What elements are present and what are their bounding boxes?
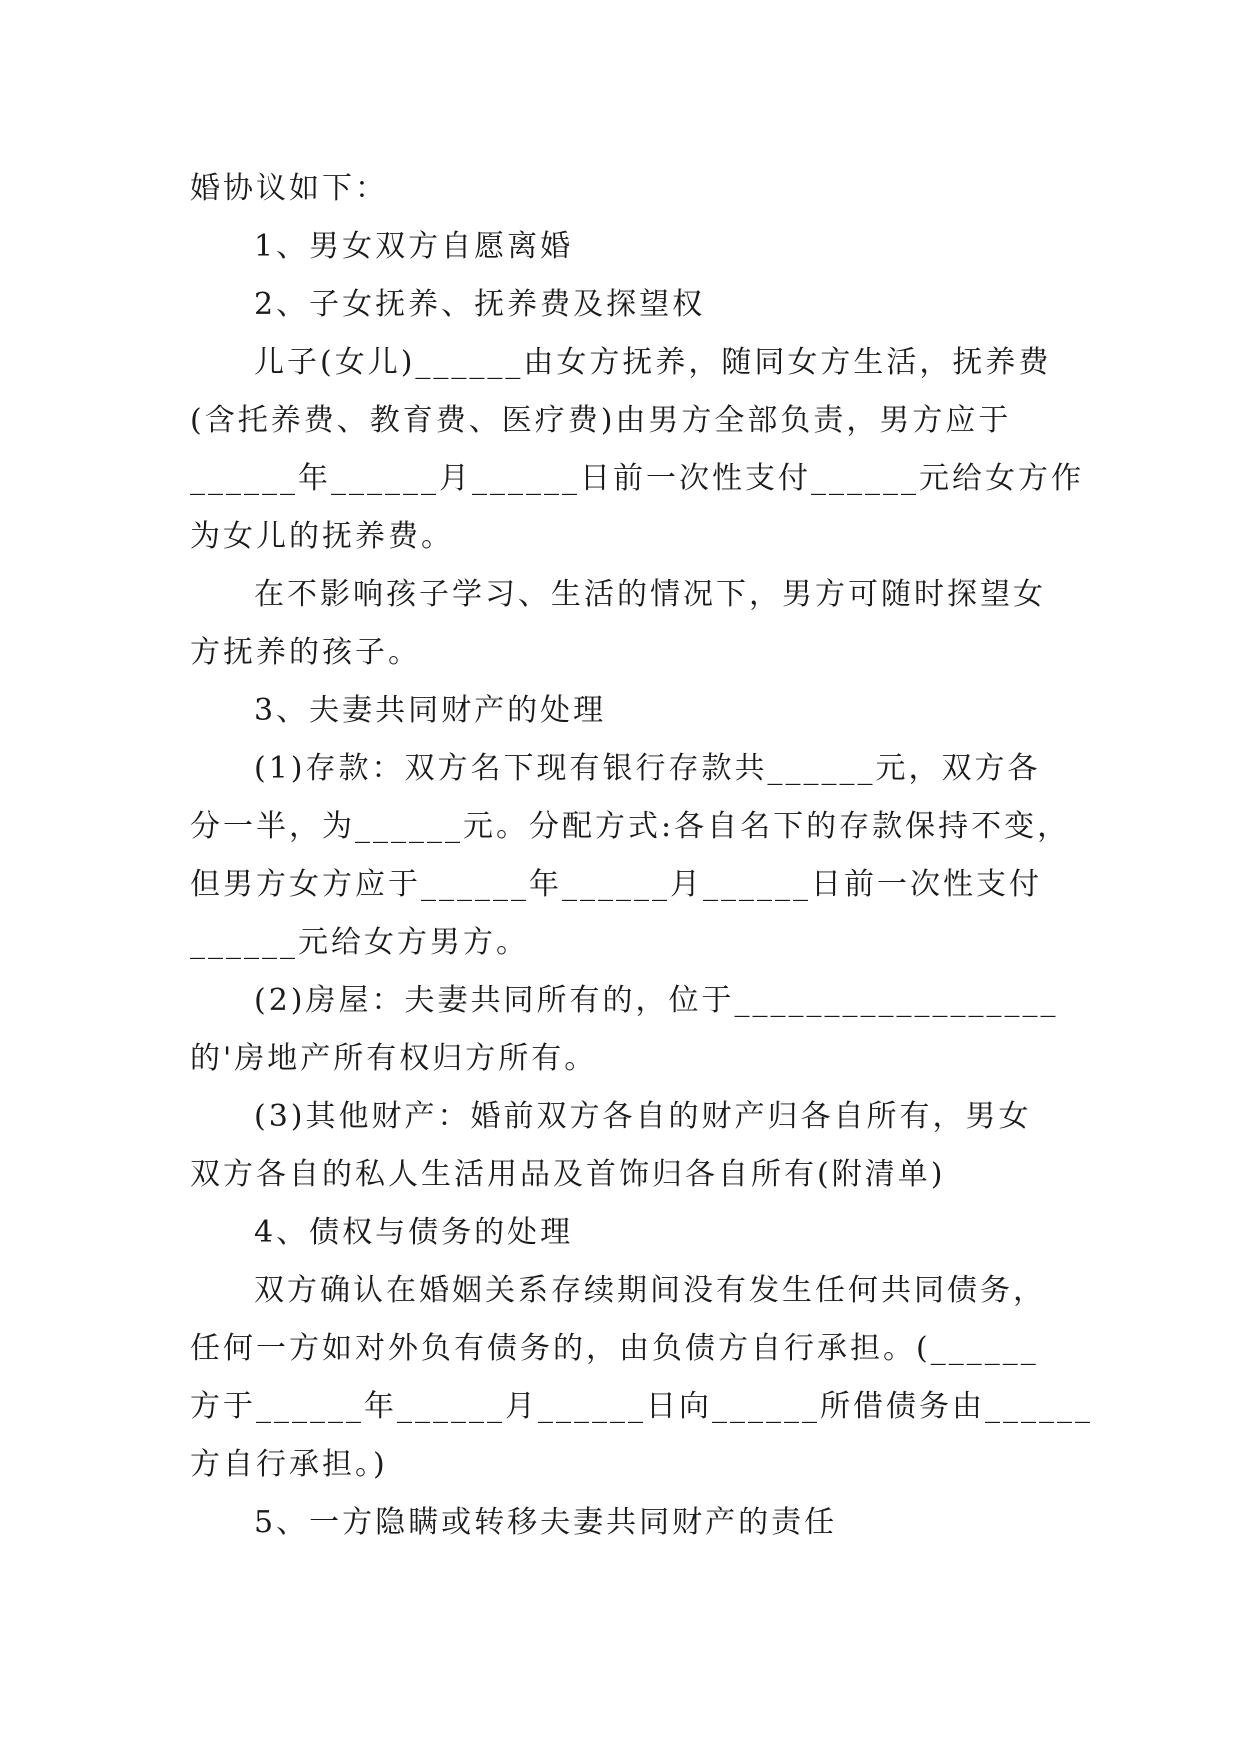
doc-line-11: (1)存款：双方名下现有银行存款共______元，双方各 bbox=[254, 751, 1041, 786]
doc-line-4: 儿子(女儿)______由女方抚养，随同女方生活，抚养费 bbox=[254, 345, 1052, 380]
doc-line-24: 5、一方隐瞒或转移夫妻共同财产的责任 bbox=[254, 1505, 838, 1540]
doc-line-1: 婚协议如下： bbox=[190, 171, 388, 206]
doc-line-17: (3)其他财产：婚前双方各自的财产归各自所有，男女 bbox=[254, 1099, 1032, 1134]
doc-line-13: 但男方女方应于______年______月______日前一次性支付 bbox=[190, 867, 1042, 902]
doc-line-21: 任何一方如对外负有债务的，由负债方自行承担。(______ bbox=[190, 1331, 1039, 1366]
doc-line-20: 双方确认在婚姻关系存续期间没有发生任何共同债务， bbox=[254, 1273, 1046, 1308]
doc-line-7: 为女儿的抚养费。 bbox=[190, 519, 454, 554]
doc-line-22: 方于______年______月______日向______所借债务由______ bbox=[190, 1389, 1093, 1424]
doc-line-3: 2、子女抚养、抚养费及探望权 bbox=[254, 287, 706, 322]
document-body bbox=[190, 160, 1093, 1552]
doc-line-14: ______元给女方男方。 bbox=[190, 925, 529, 960]
doc-line-8: 在不影响孩子学习、生活的情况下，男方可随时探望女 bbox=[254, 577, 1046, 612]
doc-line-23: 方自行承担。) bbox=[190, 1447, 388, 1482]
doc-line-15: (2)房屋：夫妻共同所有的，位于__________________ bbox=[254, 983, 1059, 1018]
doc-line-9: 方抚养的孩子。 bbox=[190, 635, 421, 670]
doc-line-18: 双方各自的私人生活用品及首饰归各自所有(附清单) bbox=[190, 1157, 946, 1192]
doc-line-10: 3、夫妻共同财产的处理 bbox=[254, 693, 607, 728]
doc-line-5: (含托养费、教育费、医疗费)由男方全部负责，男方应于 bbox=[190, 403, 1012, 438]
doc-line-12: 分一半，为______元。分配方式:各自名下的存款保持不变， bbox=[190, 809, 1071, 844]
doc-line-6: ______年______月______日前一次性支付______元给女方作 bbox=[190, 461, 1084, 496]
doc-line-16: 的'房地产所有权归方所有。 bbox=[190, 1041, 598, 1076]
doc-line-19: 4、债权与债务的处理 bbox=[254, 1215, 574, 1250]
doc-line-2: 1、男女双方自愿离婚 bbox=[254, 229, 574, 264]
